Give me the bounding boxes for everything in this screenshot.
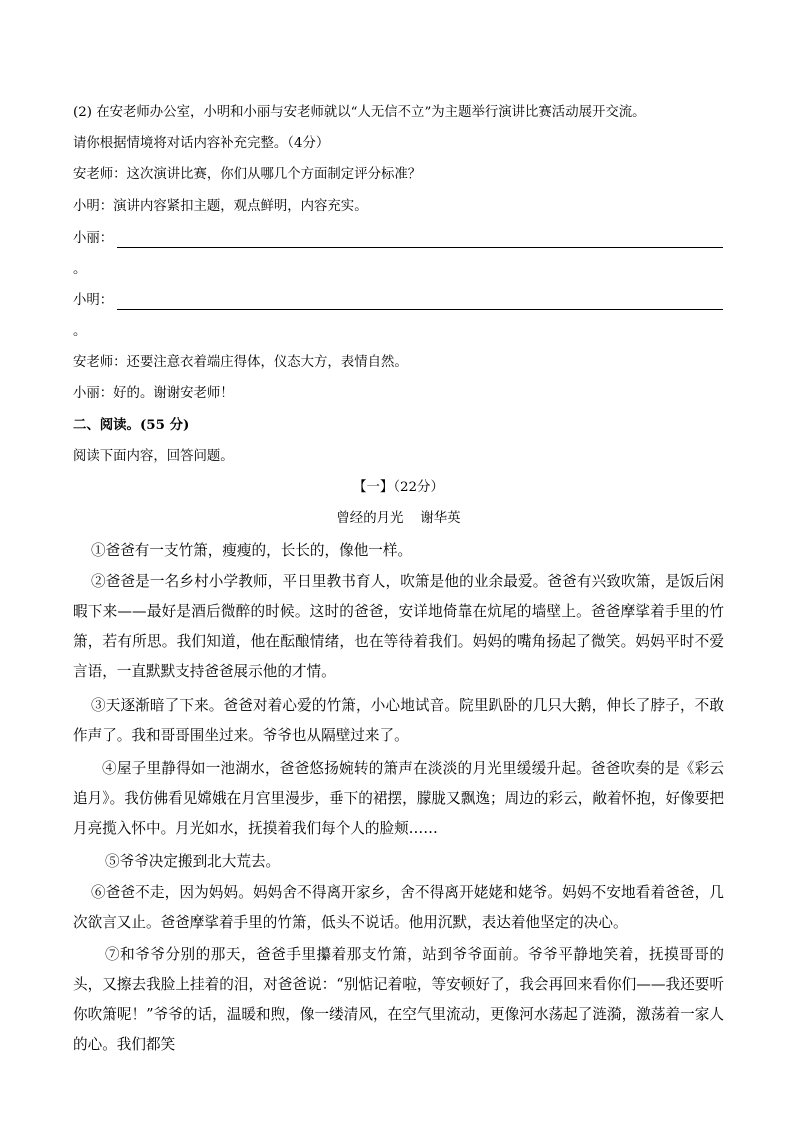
answer-blank-xiaoli[interactable] [117, 234, 723, 248]
paragraph-1: ①爸爸有一支竹箫，瘦瘦的，长长的，像他一样。 [91, 542, 413, 559]
dialogue-line-teacher-1: 安老师：这次演讲比赛，你们从哪几个方面制定评分标准？ [73, 167, 422, 182]
question-2-intro: (2) 在安老师办公室，小明和小丽与安老师就以“人无信不立”为主题举行演讲比赛活动展开交流。 [73, 105, 646, 120]
dialogue-line-xiaoming-1: 小明：演讲内容紧扣主题，观点鲜明，内容充实。 [73, 199, 368, 214]
article-title: 曾经的月光 谢华英 [336, 511, 461, 526]
paragraph-2: ②爸爸是一名乡村小学教师，平日里教书育人，吹箫是他的业余最爱。爸爸有兴致吹箫，是饭后闲暇下来——最好是酒后微醉的时候。这时的爸爸，安详地倚靠在炕尾的墙壁上。爸爸摩挲着手里的竹箫，若有所思。我们知道，他在酝酿情绪，也在等待着我们。妈妈的嘴角扬起了微笑。妈妈平时不爱言语，一直默默支持爸爸展示他的才情。 [73, 573, 724, 680]
answer-blank-xiaoming[interactable] [117, 296, 723, 310]
question-2-instruction: 请你根据情境将对话内容补充完整。（4分） [73, 136, 330, 151]
answer-row-xiaoming [73, 292, 723, 310]
paragraph-5: ⑤爷爷决定搬到北大荒去。 [105, 853, 281, 870]
paragraph-3: ③天逐渐暗了下来。爸爸对着心爱的竹箫，小心地试音。院里趴卧的几只大鹅，伸长了脖子，不敢作声了。我和哥哥围坐过来。爷爷也从隔壁过来了。 [73, 697, 724, 744]
dialogue-line-xiaoli-2: 小丽：好的。谢谢安老师！ [73, 386, 234, 401]
answer-row-xiaoli [73, 230, 723, 248]
paragraph-6: ⑥爸爸不走，因为妈妈。妈妈舍不得离开家乡，舍不得离开姥姥和姥爷。妈妈不安地看着爸爸，几次欲言又止。爸爸摩挲着手里的竹箫，低头不说话。他用沉默，表达着他坚定的决心。 [73, 884, 724, 931]
passage-section-title: 【一】（22分） [353, 480, 444, 495]
speaker-xiaoming: 小明： [73, 293, 114, 308]
dialogue-line-teacher-2: 安老师：还要注意衣着端庄得体，仪态大方，表情自然。 [73, 355, 408, 370]
answer-end-mark-2: 。 [73, 324, 87, 339]
section-heading-reading: 二、阅读。(55 分) [73, 417, 190, 433]
answer-end-mark-1: 。 [73, 262, 87, 277]
reading-instruction: 阅读下面内容，回答问题。 [73, 449, 234, 464]
paragraph-4: ④屋子里静得如一池湖水，爸爸悠扬婉转的箫声在淡淡的月光里缓缓升起。爸爸吹奏的是《彩云追月》。我仿佛看见嫦娥在月宫里漫步，垂下的裙摆，朦胧又飘逸；周边的彩云，敞着怀抱，好像要把月亮揽入怀中。月光如水，抚摸着我们每个人的脸颊…… [73, 760, 724, 837]
paragraph-7: ⑦和爷爷分别的那天，爸爸手里攥着那支竹箫，站到爷爷面前。爷爷平静地笑着，抚摸哥哥的头，又擦去我脸上挂着的泪，对爸爸说：“别惦记着啦，等安顿好了，我会再回来看你们——我还要听你吹箫呢！”爷爷的话，温暖和煦，像一缕清风，在空气里流动，更像河水荡起了涟漪，激荡着一家人的心。我们都笑 [73, 946, 724, 1053]
speaker-xiaoli: 小丽： [73, 231, 114, 246]
